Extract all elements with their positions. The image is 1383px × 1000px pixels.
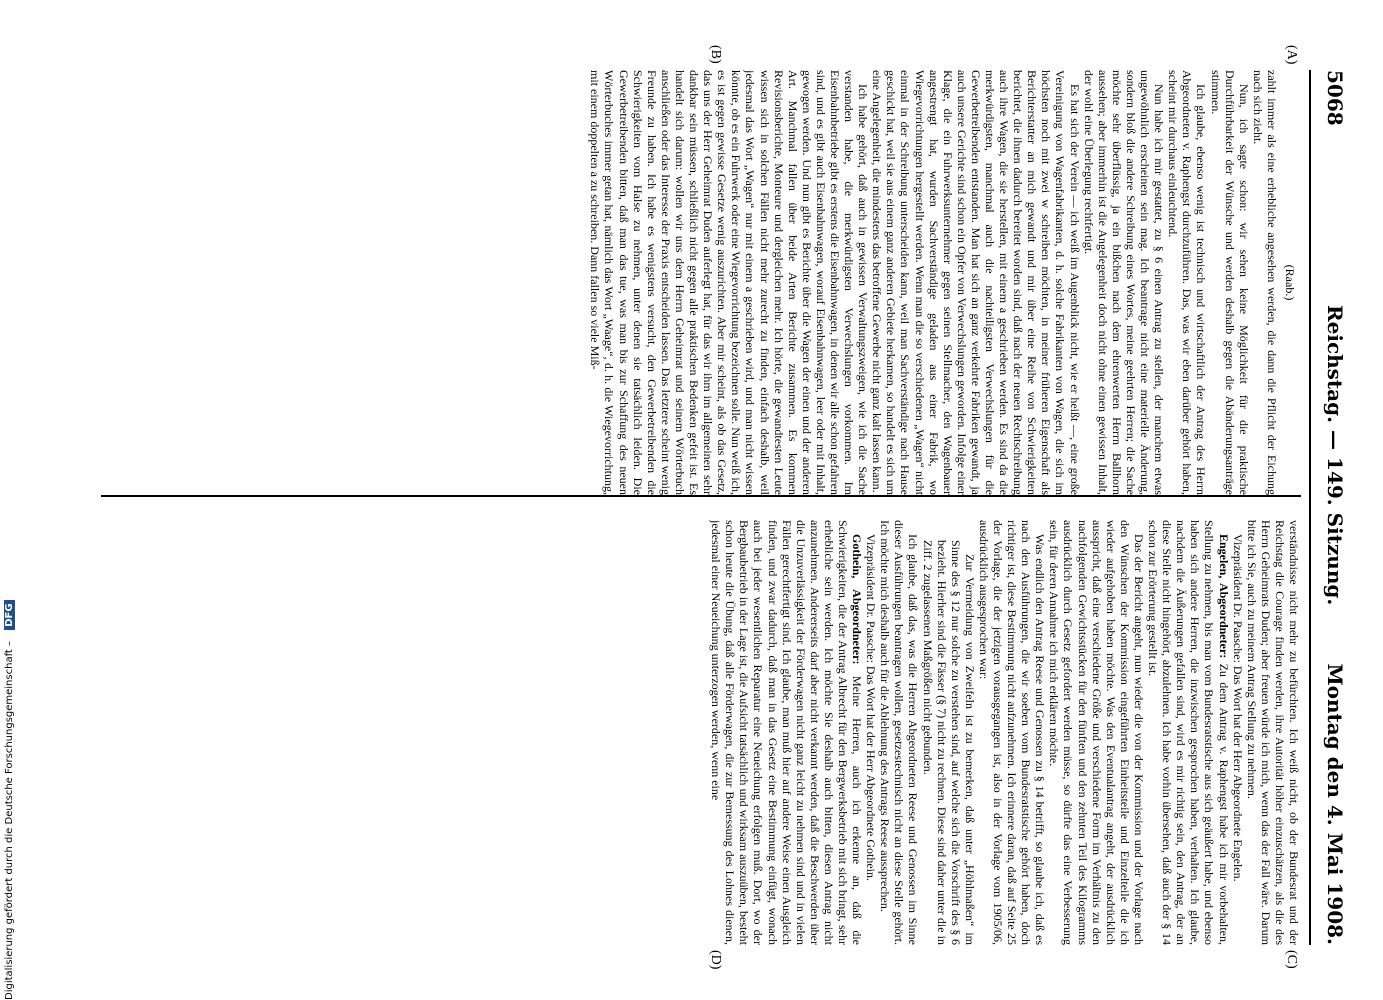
margin-mark-c: (C)	[1284, 950, 1299, 969]
page-number: 5068	[1323, 70, 1347, 126]
left-column	[101, 70, 1301, 495]
header-rule	[1309, 70, 1311, 945]
paragraph: Ich habe gehört, daß auch in gewissen Verwaltungszweigen, wie ich die Sache verstanden habe, die merkwürdigsten Verwechslungen vorkommen. Im Eisenbahnbetriebe gibt es erstens die Eisenbahnwagen, in denen wir alle schon gefahren sind, und es gibt auch Eisenbahnwagen, worauf Eisenbahnwagen, leer oder mit Inhalt, gewogen werden. Und nun gibt es Berichte über die Wagen der einen und der anderen Art. Manchmal fallen über beide Arten Berichte zusammen. Es kommen Revisionsberichte, Monteure und dergleichen mehr. Ich hörte, die gewandtesten Leute wissen sich in solchen Fällen nicht mehr zurecht zu finden, einfach deshalb, weil jedesmal das Wort „Wagen“ nur mit einem a geschrieben wird, und man nicht wissen könnte, ob es ein Fuhrwerk oder eine Wiegevorrichtung bezeichnen solle. Nun weiß ich, es ist gegen gewisse Gesetze wenig auszurichten. Aber mir scheint, als ob das Gesetz, das uns der Herr Geheimrat Duden auferlegt hat, für das wir ihm im allgemeinen sehr dankbar sein müssen, schließlich nicht gegen alle praktischen Bedenken gefeit ist. Es handelt sich darum: wollen wir uns dem Herrn Geheimrat und seinem Wörterbuch anschließen oder das Interesse der Praxis entscheiden lassen. Das letztere scheint wenig Freunde zu haben. Ich habe es wenigstens versucht, den Gewerbetreibenden die Schwierigkeiten vom Halse zu nehmen, unter denen sie tatsächlich leiden. Die Gewerbetreibenden bitten, daß man das tue, was man bis zur Schaffung des neuen Wörterbuches immer getan hat, nämlich das Wort „Waage“, d. h. die Wiegevorrichtung, mit einem doppelten a zu schreiben. Dann fallen so viele Miß-	[588, 70, 871, 495]
paragraph: zahlt immer als eine erhebliche angesehen werden, die dann die Pflicht der Eichung nach sich zieht.	[1250, 70, 1279, 495]
president-statement: Vizepräsident Dr. Paasche: Das Wort hat der Herr Abgeordnete Engelen.	[1230, 534, 1245, 882]
paragraph: Ich glaube, daß das, was die Herren Abgeordneten Reese und Genossen im Sinne dieser Ausführungen beantragen wollen, gesetzestechnisch nicht an diese Stelle gehört. Ich möchte mich deshalb auch für die Ablehnung des Antrags Reese aussprechen.	[878, 520, 921, 945]
speaker-gothein	[709, 520, 864, 945]
column-divider	[101, 495, 1301, 497]
speaker-name: Engelen, Abgeordneter:	[1216, 534, 1231, 659]
session-title: Reichstag. — 149. Sitzung.	[1323, 305, 1347, 606]
digitization-credit	[4, 0, 18, 1000]
right-column	[101, 520, 1301, 945]
rotated-page-content	[93, 0, 1383, 1000]
paragraph: verständnisse nicht mehr zu befürchten. Ich weiß nicht, ob der Bundesrat und der Reichstag die Courage finden werden, ihre Autorität höher einzuschätzen, als die des Herrn Geheimrats Duden; aber freuen würde ich mich, wenn das der Fall wäre. Darum bitte ich Sie, auch zu meinem Antrag Stellung zu nehmen.	[1244, 520, 1301, 945]
paragraph: Nun, ich sagte schon: wir sehen keine Möglichkeit für die praktische Durchführbarkeit der Wünsche und werden deshalb gegen die Abänderungsanträge stimmen.	[1208, 70, 1251, 495]
quotation: Zur Vermeidung von Zweifeln ist zu bemerken, daß unter „Höhlmaßen“ im Sinne des § 12 nur solche zu verstehen sind, auf welche sich die Vorschrift des § 6 bezieht. Hierher sind die Fässer (§ 7) nicht zu rechnen. Diese sind daher unter die in Ziff. 2 zugelassenen Maßgrößen nicht gebunden.	[920, 540, 977, 945]
paragraph: Meine Herren, auch ich erkenne an, daß die Schwierigkeiten, die der Antrag Albrecht für den Bergwerksbetrieb mit sich bringt, sehr erhebliche sein werden. Ich möchte Sie deshalb auch bitten, diesen Antrag nicht anzunehmen. Andererseits darf aber nicht verkannt werden, daß die Beschwerden über die Unzuverlässigkeit der Förderwagen nicht ganz leicht zu nehmen sind und in vielen Fällen gerechtfertigt sind. Ich glaube, man muß hier auf andere Weise einen Ausgleich finden, und zwar dadurch, daß man in das Gesetz eine Bestimmung einfügt, wonach auch bei jeder wesentlichen Reparatur eine Neueichung erfolgen muß. Dort, wo der Bergbaubetrieb in der Lage ist, die Aufsicht tatsächlich und wirksam auszuüben, besteht schon heute die Übung, daß alle Förderwagen, die zur Bemessung des Lohnes dienen, jedesmal einer Neueichung unterzogen werden, wenn eine	[709, 520, 865, 945]
margin-mark-d: (D)	[708, 950, 723, 970]
running-header	[1311, 70, 1353, 945]
margin-mark-a: (A)	[1284, 45, 1299, 65]
paragraph: Es hat sich der Verein — ich weiß im Augenblick nicht, wie er heißt —, eine große Vereinigung von Wagenfabrikanten, d. h. solche Fabrikanten von Wagen, die sich im höchsten noch mit zwei w schreiben möchten, in meiner früheren Eigenschaft als Berichterstatter an mich gewandt und mir über eine Reihe von Schwierigkeiten berichtet, die ihnen dadurch bereitet worden sind, daß nach der neuen Rechtschreibung auch ihre Wagen, die sie herstellen, mit einem a geschrieben werden. Es sind da die merkwürdigsten, manchmal auch die nachteiligsten Verwechslungen für die Gewerbetreibenden entstanden. Man hat sich an ganz verkehrte Fabriken gewandt, ja auch unsere Gerichte sind schon ein Opfer von Verwechslungen geworden. Infolge einer Klage, die ein Fuhrwerksunternehmer gegen seinen Stellmacher, den Wagenbauer angestrengt hat, wurden Sachverständige geladen aus einer Fabrik, wo Wiegevorrichtungen hergestellt werden. Wenn man die so verschiedenen „Wagen“ nicht einmal in der Schreibung unterscheiden kann, weil man Sachverständige nach Hause geschickt hat, weil sie aus einem ganz anderen Gebiete herkamen, so handelt es sich um eine Angelegenheit, die mindestens das betroffene Gewerbe nicht ganz kalt lassen kann.	[870, 70, 1082, 495]
margin-mark-b: (B)	[708, 45, 723, 64]
president-statement: Vizepräsident Dr. Paasche: Das Wort hat der Herr Abgeordnete Gothein.	[864, 534, 879, 881]
speaker-engelen	[1146, 520, 1231, 945]
speaker-tag: (Raab.)	[1283, 264, 1297, 301]
paragraph: Nun habe ich mir gestattet, zu § 6 einen Antrag zu stellen, der manchem etwas ungewöhnlich erscheinen sein mag. Ich beantrage nicht eine materielle Änderung, sondern bloß die andere Schreibung eines Wortes, meine geehrten Herren; die Sache möchte sehr überflüssig, ja ein bißchen nach dem ehrenwerten Herrn Ballhorn aussehen; aber immerhin ist die Angelegenheit doch nicht ohne einen gewissen Inhalt, der wohl eine Überlegung rechtfertigt.	[1081, 70, 1167, 495]
paragraph: Was endlich den Antrag Reese und Genossen zu § 14 betrifft, so glaube ich, daß es nach den Ausführungen, die wir soeben vom Bundesratstische gehört haben, doch richtiger ist, diese Bestimmung nicht aufzunehmen. Ich erinnere daran, daß auf Seite 25 der Vorlage, die der jetzigen vorausgegangen ist, also in der Vorlage vom 1905/06, ausdrücklich ausgesprochen war:	[976, 520, 1048, 945]
paragraph: Zu dem Antrag v. Raphengst habe ich mir vorbehalten, Stellung zu nehmen, bis man vom Bundesratstische aus sich geäußert habe, und ebenso haben sich andere Herren, die inzwischen gesprochen haben, verhalten. Ich glaube, nachdem die Äußerungen gefallen sind, wird es mir richtig sein, den Antrag, der an diese Stelle nicht hingehört, abzulehnen. Ich habe vorhin übersehen, daß auch der § 14 schon zur Erörterung gestellt ist.	[1146, 520, 1231, 945]
credit-text: Digitalisierung gefördert durch die Deutsche Forschungsgemeinschaft –	[4, 640, 15, 1000]
paragraph: Das der Bericht angeht, nun wieder die von der Kommission und der Vorlage nach den Wünschen der Kommission eingeführten Einheitsteile und Einzelteile die ich wieder aufgehoben haben möchte. Was den Eventualantrag angeht, der ausdrücklich ausspricht, daß eine verschiedene Größe und verschiedene Form im Verhältnis zu den nachfolgenden Gewichtsstücken für den fünften und den zehnten Teil des Kilogramms ausdrücklich durch Gesetz gefordert werden müsse, so dürfte das eine Verbesserung sein, für deren Annahme ich mich erklären möchte.	[1047, 520, 1146, 945]
speaker-name: Gothein, Abgeordneter:	[850, 534, 865, 665]
dfg-logo: DFG	[4, 600, 15, 629]
session-date: Montag den 4. Mai 1908.	[1323, 663, 1347, 945]
paragraph: Ich glaube, ebenso wenig ist technisch und wirtschaftlich der Antrag des Herrn Abgeordneten v. Raphengst durchzuführen. Das, was wir eben darüber gehört haben, scheint mir durchaus einleuchtend.	[1166, 70, 1209, 495]
